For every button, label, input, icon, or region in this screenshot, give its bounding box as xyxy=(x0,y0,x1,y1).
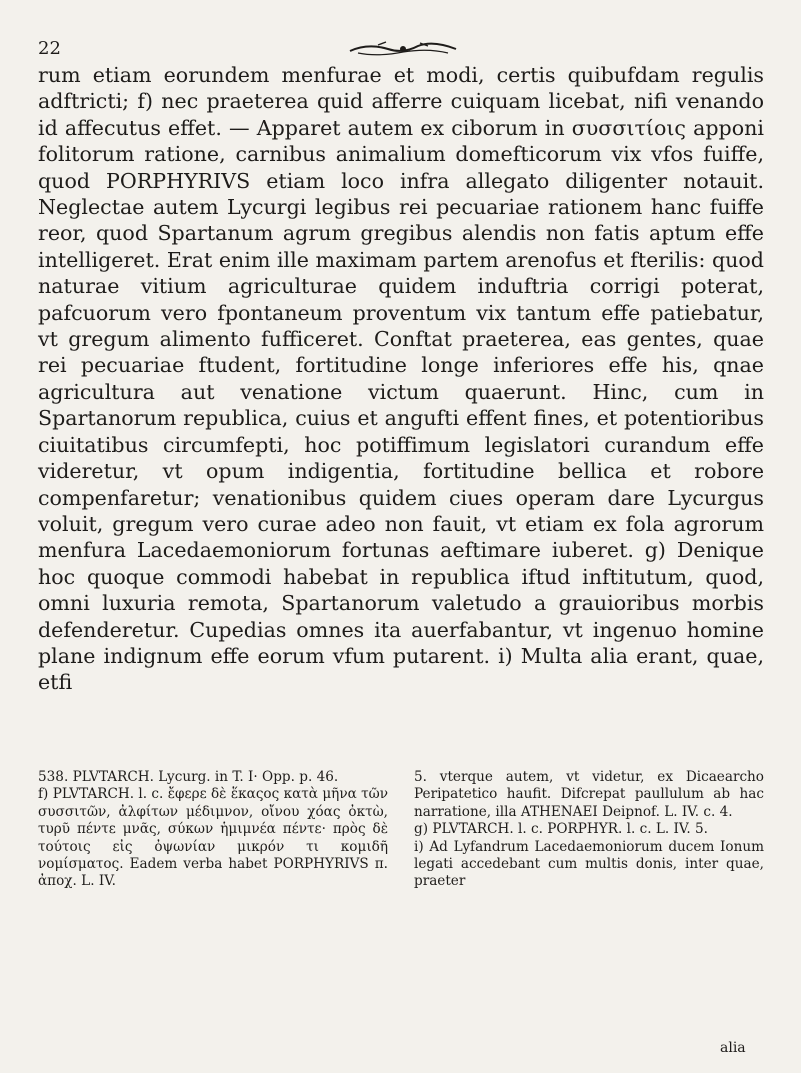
footnote-continuation: 5. vterque autem, vt videtur, ex Dicaearcho Peripatetico haufit. Difcrepat paullulum ab hac narratione, illa ATHENAEI Deipnof. L. IV. c. 4. xyxy=(414,769,764,820)
footnote-column-right xyxy=(414,769,764,891)
footnote-538: 538. PLVTARCH. Lycurg. in T. I· Opp. p. 46. xyxy=(38,769,339,785)
page-number: 22 xyxy=(38,38,61,59)
footnotes xyxy=(38,769,764,891)
footnote-column-left xyxy=(38,769,388,891)
page-header xyxy=(38,34,768,64)
footnote-i: i) Ad Lyfandrum Lacedaemoniorum ducem Ionum legati accedebant cum multis donis, inter quae, praeter xyxy=(414,838,764,890)
footnote-g: g) PLVTARCH. l. c. PORPHYR. l. c. L. IV. 5. xyxy=(414,821,708,838)
header-ornament-icon xyxy=(348,40,458,58)
footnote-f: f) PLVTARCH. l. c. ἔφερε δὲ ἕκαςος κατὰ μῆνα τῶν συσσιτῶν, ἀλφίτων μέδιμνον, οἴνου χόας ὀκτὼ, τυρῦ πέντε μνᾶς, σύκων ἡμιμνέα πέντε· πρὸς δὲ τούτοις εἰς ὀψωνίαν μικρόν τι κομιδῆ νομίσματος. Eadem verba habet PORPHYRIVS π. ἀποχ. L. IV. xyxy=(38,786,388,890)
main-text xyxy=(38,62,764,696)
catchword: alia xyxy=(720,1040,746,1056)
main-paragraph: rum etiam eorundem menfurae et modi, certis quibufdam regulis adftricti; f) nec praeterea quid afferre cuiquam licebat, nifi venando id affecutus effet. — Apparet autem ex ciborum in συσσιτίοις apponi folitorum ratione, carnibus animalium domefticorum vix vfos fuiffe, quod PORPHYRIVS etiam loco infra allegato diligenter notauit. Neglectae autem Lycurgi legibus rei pecuariae rationem hanc fuiffe reor, quod Spartanum agrum gregibus alendis non fatis aptum effe intelligeret. Erat enim ille maximam partem arenofus et fterilis: quod naturae vitium agriculturae quidem induftria corrigi poterat, pafcuorum vero fpontaneum proventum vix tantum effe patiebatur, vt gregum alimento fufficeret. Conftat praeterea, eas gentes, quae rei pecuariae ftudent, fortitudine longe inferiores effe his, qnae agricultura aut venatione victum quaerunt. Hinc, cum in Spartanorum republica, cuius et angufti effent fines, et potentioribus ciuitatibus circumfepti, hoc potiffimum legislatori curandum effe videretur, vt opum indigentia, fortitudine bellica et robore compenfaretur; venationibus quidem ciues operam dare Lycurgus voluit, gregum vero curae adeo non fauit, vt etiam ex fola agrorum menfura Lacedaemoniorum fortunas aeftimare iuberet. g) Denique hoc quoque commodi habebat in republica iftud inftitutum, quod, omni luxuria remota, Spartanorum valetudo a grauioribus morbis defenderetur. Cupedias omnes ita auerfabantur, vt ingenuo homine plane indignum effe eorum vfum putarent. i) Multa alia erant, quae, etfi xyxy=(38,63,764,695)
